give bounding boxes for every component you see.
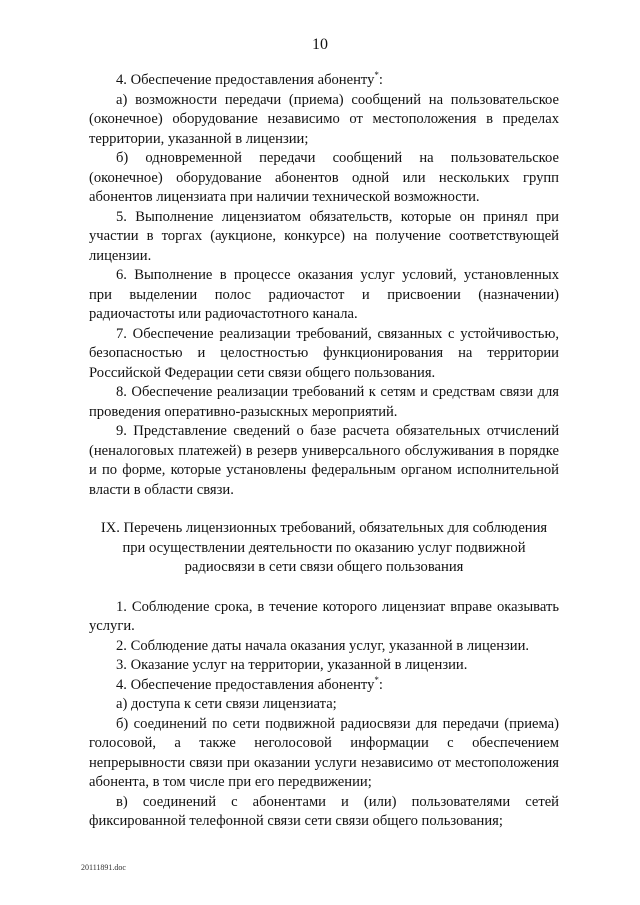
section-ix-paragraph-4-colon: : <box>378 676 383 693</box>
section-ix-paragraph-4-text: 4. Обеспечение предоставления абоненту <box>116 676 375 693</box>
paragraph-6: 6. Выполнение в процессе оказания услуг условий, установленных при выделении полос радиочастот и присвоении (назначении) радиочастоты или радиочастотного канала. <box>89 267 559 322</box>
section-heading-line-1: IX. Перечень лицензионных требований, обязательных для соблюдения <box>100 520 548 536</box>
section-heading-line-3: радиосвязи в сети связи общего пользования <box>184 559 464 575</box>
section-ix-paragraph-4 <box>89 676 559 696</box>
footer-file-name: 20111891.doc <box>81 863 126 872</box>
section-heading-line-2: при осуществлении деятельности по оказанию услуг подвижной <box>122 539 526 556</box>
paragraph-9: 9. Представление сведений о базе расчета обязательных отчислений (неналоговых платежей) в резерв универсального обслуживания в порядке и по форме, которые установлены федеральным органом исполнительной власти в области связи. <box>89 423 559 498</box>
paragraph-5: 5. Выполнение лицензиатом обязательств, которые он принял при участии в торгах (аукционе, конкурсе) на получение соответствующей лицензии. <box>89 208 559 264</box>
section-ix-paragraph-4c: в) соединений с абонентами и (или) пользователями сетей фиксированной телефонной связи сети связи общего пользования; <box>89 793 559 829</box>
section-ix-paragraph-4b: б) соединений по сети подвижной радиосвязи для передачи (приема) голосовой, а также неголосовой информации с обеспечением непрерывности связи при оказании услуги независимо от местоположения абонента, в том числе при его передвижении; <box>89 715 559 790</box>
paragraph-8: 8. Обеспечение реализации требований к сетям и средствам связи для проведения оперативно-разыскных мероприятий. <box>89 384 559 420</box>
document-body <box>89 71 559 832</box>
page-number: 10 <box>312 36 328 53</box>
section-ix-paragraph-1: 1. Соблюдение срока, в течение которого лицензиат вправе оказывать услуги. <box>89 598 559 634</box>
paragraph-7: 7. Обеспечение реализации требований, связанных с устойчивостью, безопасностью и целостностью функционирования на территории Российской Федерации сети связи общего пользования. <box>89 325 559 381</box>
paragraph-4a: а) возможности передачи (приема) сообщений на пользовательское (оконечное) оборудование независимо от местоположения в пределах территории, указанной в лицензии; <box>89 91 559 147</box>
paragraph-4-text: 4. Обеспечение предоставления абоненту <box>116 72 375 88</box>
section-ix-heading <box>89 519 559 578</box>
paragraph-4b: б) одновременной передачи сообщений на пользовательское (оконечное) оборудование абонентов одной или нескольких групп абонентов лицензиата при наличии технической возможности. <box>89 150 559 205</box>
footnote-mark: * <box>374 674 379 685</box>
paragraph-4-heading <box>89 71 559 91</box>
paragraph-4-colon: : <box>378 72 383 88</box>
section-ix-paragraph-3: 3. Оказание услуг на территории, указанной в лицензии. <box>116 657 468 673</box>
section-ix-paragraph-2: 2. Соблюдение даты начала оказания услуг, указанной в лицензии. <box>116 637 530 654</box>
footnote-mark: * <box>374 70 379 81</box>
section-ix-paragraph-4a: а) доступа к сети связи лицензиата; <box>116 696 337 712</box>
